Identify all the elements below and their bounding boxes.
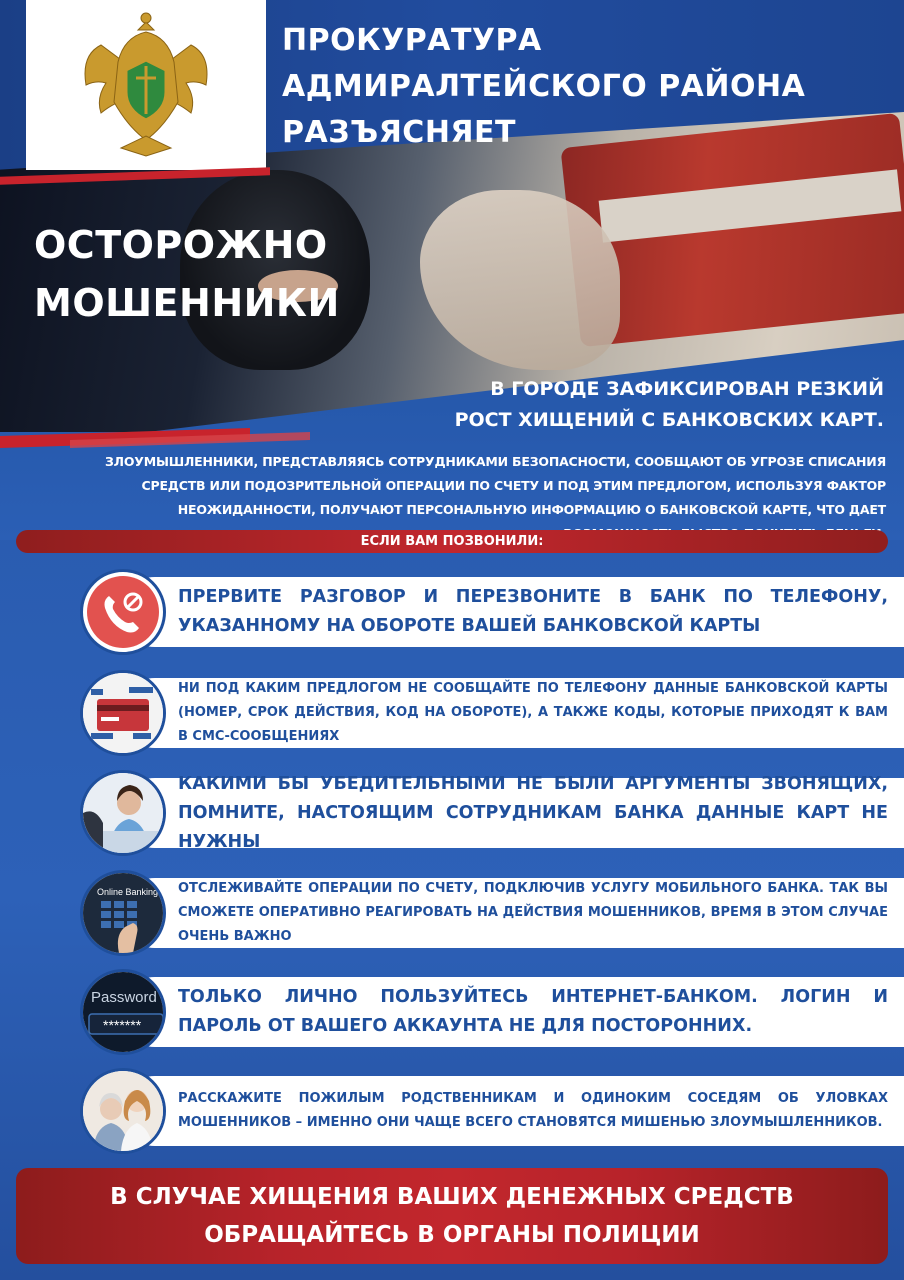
tip-text: ОТСЛЕЖИВАЙТЕ ОПЕРАЦИИ ПО СЧЕТУ, ПОДКЛЮЧИВ УСЛУГУ МОБИЛЬНОГО БАНКА. ТАК ВЫ СМОЖЕТЕ ОПЕРАТИВНО РЕАГИРОВАТЬ НА ДЕЙСТВИЯ МОШЕННИКОВ, ВРЕМЯ В ЭТОМ СЛУЧАЕ ОЧЕНЬ ВАЖНО (178, 881, 888, 944)
bank-employee-icon (80, 770, 166, 856)
tip-item (80, 670, 904, 756)
tip-text: РАССКАЖИТЕ ПОЖИЛЫМ РОДСТВЕННИКАМ И ОДИНОКИМ СОСЕДЯМ ОБ УЛОВКАХ МОШЕННИКОВ – ИМЕННО ОНИ ЧАЩЕ ВСЕГО СТАНОВЯТСЯ МИШЕНЬЮ ЗЛОУМЫШЛЕННИКОВ. (178, 1091, 888, 1130)
tip-text: ТОЛЬКО ЛИЧНО ПОЛЬЗУЙТЕСЬ ИНТЕРНЕТ-БАНКОМ. ЛОГИН И ПАРОЛЬ ОТ ВАШЕГО АККАУНТА НЕ ДЛЯ ПОСТОРОННИХ. (178, 987, 888, 1036)
call-bar-label: ЕСЛИ ВАМ ПОЗВОНИЛИ: (360, 534, 544, 549)
phone-blocked-icon (80, 569, 166, 655)
online-banking-label: Online Banking (97, 887, 159, 897)
tip-text: КАКИМИ БЫ УБЕДИТЕЛЬНЫМИ НЕ БЫЛИ АРГУМЕНТЫ ЗВОНЯЩИХ, ПОМНИТЕ, НАСТОЯЩИМ СОТРУДНИКАМ БАНКА ДАННЫЕ КАРТ НЕ НУЖНЫ (178, 773, 888, 852)
intro-paragraph: ЗЛОУМЫШЛЕННИКИ, ПРЕДСТАВЛЯЯСЬ СОТРУДНИКАМИ БЕЗОПАСНОСТИ, СООБЩАЮТ ОБ УГРОЗЕ СПИСАНИЯ СРЕДСТВ ИЛИ ПОДОЗРИТЕЛЬНОЙ ОПЕРАЦИИ ПО СЧЕТУ И ПОД ЭТИМ ПРЕДЛОГОМ, ИСПОЛЬЗУЯ ФАКТОР НЕОЖИДАННОСТИ, ПОЛУЧАЮТ ПЕРСОНАЛЬНУЮ ИНФОРМАЦИЮ О БАНКОВСКОЙ КАРТЕ, ЧТО ДАЕТ (105, 454, 886, 517)
footer-line-1: В СЛУЧАЕ ХИЩЕНИЯ ВАШИХ ДЕНЕЖНЫХ СРЕДСТВ (110, 1184, 794, 1210)
headline (455, 374, 884, 436)
tip-item (80, 569, 904, 655)
page-title (282, 18, 892, 156)
title-line-1: ПРОКУРАТУРА АДМИРАЛТЕЙСКОГО РАЙОНА (282, 23, 806, 104)
caution-line-2: МОШЕННИКИ (34, 281, 340, 325)
headline-line-2: РОСТ ХИЩЕНИЙ С БАНКОВСКИХ КАРТ. (454, 409, 884, 431)
password-label: Password (91, 989, 157, 1006)
footer-text (16, 1178, 888, 1254)
password-icon (80, 969, 166, 1055)
tip-item (80, 770, 904, 856)
title-line-2: РАЗЪЯСНЯЕТ (282, 115, 516, 150)
headline-line-1: В ГОРОДЕ ЗАФИКСИРОВАН РЕЗКИЙ (490, 378, 884, 400)
prosecutor-emblem-icon (26, 0, 266, 170)
tip-item (80, 969, 904, 1055)
tip-text: НИ ПОД КАКИМ ПРЕДЛОГОМ НЕ СООБЩАЙТЕ ПО ТЕЛЕФОНУ ДАННЫЕ БАНКОВСКОЙ КАРТЫ (НОМЕР, СРОК ДЕЙСТВИЯ, КОД НА ОБОРОТЕ), А ТАКЖЕ КОДЫ, КОТОРЫЕ ПРИХОДЯТ К ВАМ В СМС-СООБЩЕНИЯХ (178, 681, 888, 744)
footer-line-2: ОБРАЩАЙТЕСЬ В ОРГАНЫ ПОЛИЦИИ (204, 1222, 700, 1248)
online-banking-icon (80, 870, 166, 956)
emblem-box (26, 0, 266, 170)
tip-item (80, 1068, 904, 1154)
password-mask: ******* (103, 1017, 142, 1033)
footer-bar (16, 1168, 888, 1264)
bank-card-icon (80, 670, 166, 756)
caution-line-1: ОСТОРОЖНО (34, 223, 328, 267)
call-bar (16, 530, 888, 553)
caution-title (34, 216, 340, 332)
tip-item (80, 870, 904, 956)
tip-text: ПРЕРВИТЕ РАЗГОВОР И ПЕРЕЗВОНИТЕ В БАНК ПО ТЕЛЕФОНУ, УКАЗАННОМУ НА ОБОРОТЕ ВАШЕЙ БАНКОВСКОЙ КАРТЫ (178, 587, 888, 636)
elderly-relatives-icon (80, 1068, 166, 1154)
